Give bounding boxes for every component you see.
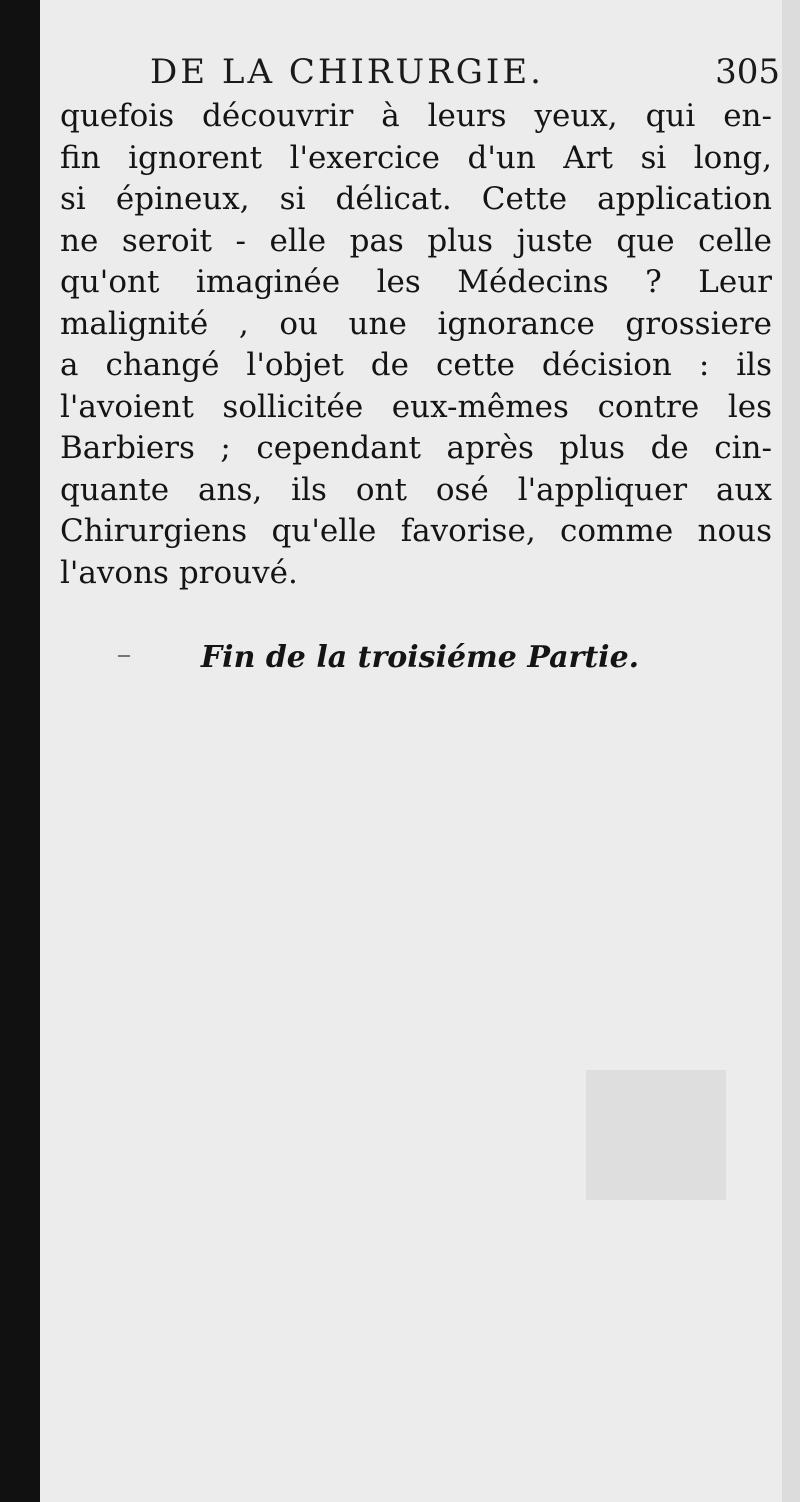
text-line: quefois découvrir à leurs yeux, qui en- <box>60 98 772 134</box>
text-line: Chirurgiens qu'elle favorise, comme nous <box>60 513 772 549</box>
ornament-shadow <box>586 1070 726 1200</box>
text-line: l'avons prouvé. <box>60 554 298 591</box>
running-title: DE LA CHIRURGIE. <box>150 52 544 92</box>
page-number: 305 <box>715 52 780 92</box>
text-line: fin ignorent l'exercice d'un Art si long, <box>60 139 772 176</box>
body-text <box>60 96 772 594</box>
text-line: si épineux, si délicat. Cette application <box>60 181 772 217</box>
text-line: ne seroit - elle pas plus juste que celle <box>60 222 772 259</box>
scan-left-edge <box>0 0 44 1502</box>
text-line: l'avoient sollicitée eux-mêmes contre les <box>60 388 772 425</box>
text-line: Barbiers ; cependant après plus de cin- <box>60 430 772 466</box>
stray-mark <box>118 655 130 657</box>
text-line: quante ans, ils ont osé l'appliquer aux <box>60 471 772 508</box>
book-page <box>40 0 782 1502</box>
text-line: qu'ont imaginée les Médecins ? Leur <box>60 264 772 300</box>
section-end-note: Fin de la troisiéme Partie. <box>200 640 640 675</box>
scan-right-edge <box>782 0 800 1502</box>
text-line: malignité , ou une ignorance grossiere <box>60 305 772 342</box>
text-line: a changé l'objet de cette décision : ils <box>60 347 772 383</box>
running-head <box>150 52 780 96</box>
